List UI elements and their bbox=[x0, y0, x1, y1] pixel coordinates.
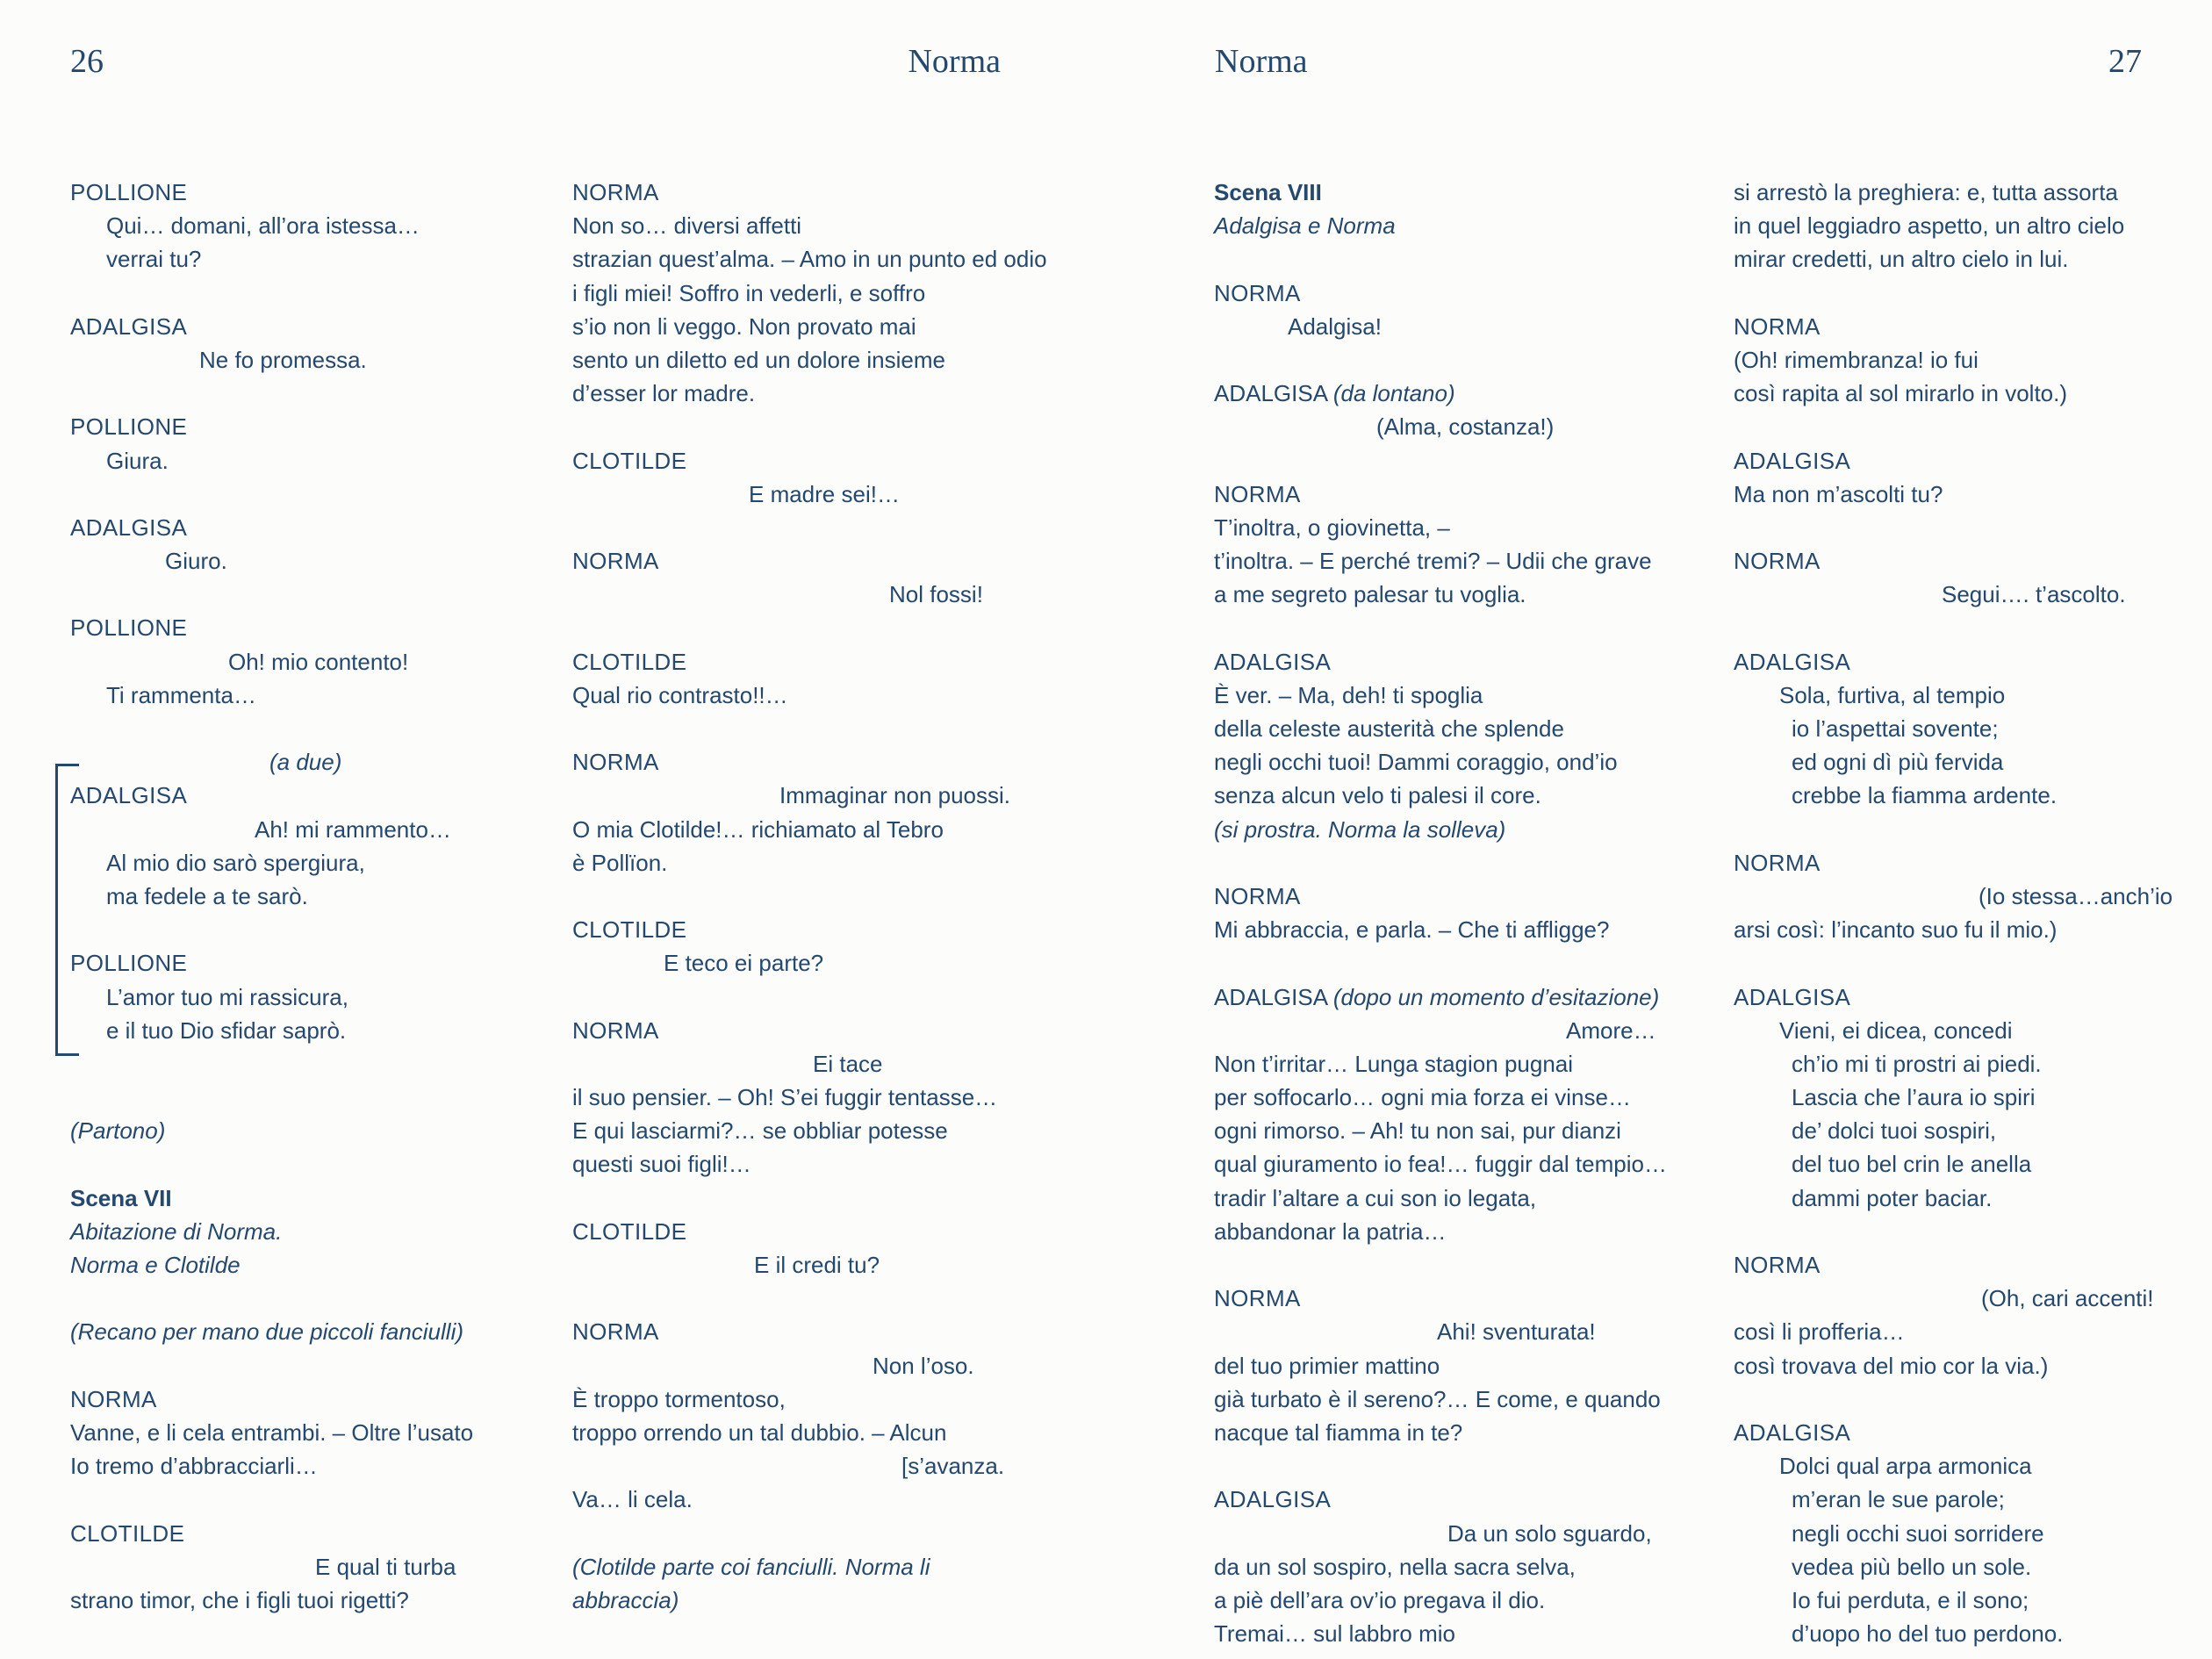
blank-line bbox=[70, 1282, 473, 1315]
running-title-left: Norma bbox=[908, 43, 1001, 80]
character-name: NORMA bbox=[70, 1385, 157, 1412]
blank-line bbox=[70, 1081, 473, 1114]
character-name: ADALGISA bbox=[1734, 447, 1851, 474]
dialogue-line: E qual ti turba bbox=[315, 1553, 456, 1580]
dialogue-line: Non so… diversi affetti bbox=[572, 212, 802, 240]
dialogue-line: L’amor tuo mi rassicura, bbox=[106, 983, 348, 1010]
character-name: NORMA bbox=[1734, 849, 1821, 876]
stage-direction: Norma e Clotilde bbox=[70, 1252, 241, 1278]
character-name: CLOTILDE bbox=[572, 1217, 687, 1245]
dialogue-line: così li profferia… bbox=[1734, 1318, 1905, 1346]
blank-line bbox=[70, 1483, 473, 1516]
dialogue-line: Amore… bbox=[1566, 1016, 1656, 1044]
dialogue-line: il suo pensier. – Oh! S’ei fuggir tentasse… bbox=[572, 1084, 998, 1111]
character-name: POLLIONE bbox=[70, 614, 188, 642]
character-name: CLOTILDE bbox=[70, 1519, 185, 1547]
running-title-right: Norma bbox=[1215, 43, 1308, 80]
stage-direction: (si prostra. Norma la solleva) bbox=[1214, 815, 1506, 843]
dialogue-line: Ei tace bbox=[813, 1050, 883, 1077]
dialogue-line: Giura. bbox=[106, 447, 169, 474]
blank-line bbox=[572, 410, 1047, 443]
dialogue-line: Ahi! sventurata! bbox=[1437, 1318, 1596, 1346]
blank-line bbox=[1734, 1215, 2172, 1248]
dialogue-line: a piè dell’ara ov’io pregava il dio. bbox=[1214, 1586, 1546, 1613]
dialogue-line: Va… li cela. bbox=[572, 1486, 693, 1513]
blank-line bbox=[1214, 444, 1667, 478]
character-name: ADALGISA bbox=[1214, 983, 1333, 1010]
dialogue-line: già turbato è il sereno?… E come, e quando bbox=[1214, 1385, 1661, 1412]
character-name: POLLIONE bbox=[70, 950, 188, 977]
dialogue-line: t’inoltra. – E perché tremi? – Udii che grave bbox=[1214, 548, 1652, 575]
blank-line bbox=[1214, 242, 1667, 276]
dialogue-line: È ver. – Ma, deh! ti spoglia bbox=[1214, 681, 1483, 708]
character-name: NORMA bbox=[572, 1318, 659, 1346]
dialogue-line: io l’aspettai sovente; bbox=[1792, 715, 1999, 742]
scene-heading: Scena VII bbox=[70, 1184, 172, 1211]
blank-line bbox=[572, 611, 1047, 644]
dialogue-line: Immaginar non puossi. bbox=[779, 782, 1011, 809]
dialogue-line: vedea più bello un sole. bbox=[1792, 1553, 2032, 1580]
dialogue-line: così trovava del mio cor la via.) bbox=[1734, 1352, 2049, 1379]
dialogue-line: si arrestò la preghiera: e, tutta assorta bbox=[1734, 179, 2118, 205]
blank-line bbox=[572, 880, 1047, 913]
blank-line bbox=[70, 913, 473, 946]
character-name: POLLIONE bbox=[70, 413, 188, 441]
dialogue-line: a me segreto palesar tu voglia. bbox=[1214, 581, 1526, 608]
dialogue-line: negli occhi tuoi! Dammi coraggio, ond’io bbox=[1214, 749, 1618, 776]
character-name: NORMA bbox=[1214, 1285, 1301, 1312]
character-name: ADALGISA bbox=[1734, 983, 1851, 1010]
dialogue-line: Oh! mio contento! bbox=[228, 648, 409, 675]
stage-direction: (Recano per mano due piccoli fanciulli) bbox=[70, 1318, 464, 1346]
character-name: ADALGISA bbox=[1214, 380, 1333, 407]
blank-line bbox=[1734, 276, 2172, 310]
stage-direction: Adalgisa e Norma bbox=[1214, 212, 1396, 240]
dialogue-line: tradir l’altare a cui son io legata, bbox=[1214, 1184, 1537, 1211]
character-name: ADALGISA bbox=[1214, 1486, 1332, 1513]
dialogue-line: Ne fo promessa. bbox=[199, 346, 367, 373]
dialogue-line: ed ogni dì più fervida bbox=[1792, 749, 2004, 776]
dialogue-line: abbandonar la patria… bbox=[1214, 1217, 1447, 1245]
blank-line bbox=[1214, 1248, 1667, 1282]
scene-heading: Scena VIII bbox=[1214, 179, 1322, 205]
dialogue-line: questi suoi figli!… bbox=[572, 1151, 751, 1178]
blank-line bbox=[70, 1147, 473, 1181]
dialogue-line: in quel leggiadro aspetto, un altro cielo bbox=[1734, 212, 2125, 240]
dialogue-line: E madre sei!… bbox=[749, 480, 900, 507]
blank-line bbox=[70, 1047, 473, 1081]
blank-line bbox=[1214, 1449, 1667, 1483]
dialogue-line: strano timor, che i figli tuoi rigetti? bbox=[70, 1586, 409, 1613]
dialogue-line: ogni rimorso. – Ah! tu non sai, pur dianzi bbox=[1214, 1117, 1621, 1145]
dialogue-line: Dolci qual arpa armonica bbox=[1779, 1453, 2032, 1480]
character-name: CLOTILDE bbox=[572, 447, 687, 474]
dialogue-line: Io tremo d’abbracciarli… bbox=[70, 1453, 318, 1480]
stage-direction: (Partono) bbox=[70, 1117, 166, 1145]
blank-line bbox=[70, 377, 473, 410]
dialogue-line: T’inoltra, o giovinetta, – bbox=[1214, 514, 1450, 541]
dialogue-line: Sola, furtiva, al tempio bbox=[1779, 681, 2006, 708]
dialogue-line: troppo orrendo un tal dubbio. – Alcun bbox=[572, 1418, 947, 1446]
blank-line bbox=[1734, 511, 2172, 544]
page-left-column-2 bbox=[572, 176, 1047, 1617]
dialogue-line: Qui… domani, all’ora istessa… bbox=[106, 212, 420, 240]
dialogue-line: senza alcun velo ti palesi il core. bbox=[1214, 782, 1541, 809]
page-right-column-1 bbox=[1214, 176, 1667, 1650]
dialogue-line: ch’io mi ti prostri ai piedi. bbox=[1792, 1050, 2042, 1077]
dialogue-line: È troppo tormentoso, bbox=[572, 1385, 786, 1412]
dialogue-line: m’eran le sue parole; bbox=[1792, 1486, 2005, 1513]
character-name: CLOTILDE bbox=[572, 916, 687, 944]
blank-line bbox=[1734, 611, 2172, 644]
blank-line bbox=[1734, 410, 2172, 443]
a-due-bracket bbox=[55, 764, 79, 1057]
blank-line bbox=[70, 276, 473, 310]
dialogue-line: E il credi tu? bbox=[754, 1252, 880, 1278]
dialogue-line: è Pollïon. bbox=[572, 849, 668, 876]
dialogue-line: Vieni, ei dicea, concedi bbox=[1779, 1016, 2013, 1044]
dialogue-line: nacque tal fiamma in te? bbox=[1214, 1418, 1463, 1446]
blank-line bbox=[70, 1349, 473, 1382]
inline-stage-direction: (da lontano) bbox=[1332, 380, 1455, 407]
dialogue-line: [s’avanza. bbox=[901, 1453, 1005, 1480]
character-name: POLLIONE bbox=[70, 179, 188, 205]
blank-line bbox=[70, 712, 473, 745]
character-name: NORMA bbox=[1734, 312, 1821, 340]
dialogue-line: così rapita al sol mirarlo in volto.) bbox=[1734, 380, 2068, 407]
dialogue-line: (Io stessa…anch’io bbox=[1979, 882, 2173, 909]
stage-direction: (a due) bbox=[269, 749, 342, 776]
dialogue-line: negli occhi suoi sorridere bbox=[1792, 1519, 2044, 1547]
blank-line bbox=[1734, 813, 2172, 846]
dialogue-line: Lascia che l’aura io spiri bbox=[1792, 1084, 2036, 1111]
stage-direction: (Clotilde parte coi fanciulli. Norma li bbox=[572, 1553, 930, 1580]
dialogue-line: (Oh! rimembranza! io fui bbox=[1734, 346, 1979, 373]
dialogue-line: (Oh, cari accenti! bbox=[1981, 1285, 2154, 1312]
blank-line bbox=[1734, 1382, 2172, 1416]
dialogue-line: Mi abbraccia, e parla. – Che ti affligge? bbox=[1214, 916, 1610, 944]
dialogue-line: Al mio dio sarò spergiura, bbox=[106, 849, 365, 876]
dialogue-line: E teco ei parte? bbox=[664, 950, 824, 977]
dialogue-line: Vanne, e li cela entrambi. – Oltre l’usato bbox=[70, 1418, 474, 1446]
dialogue-line: della celeste austerità che splende bbox=[1214, 715, 1564, 742]
dialogue-line: arsi così: l’incanto suo fu il mio.) bbox=[1734, 916, 2058, 944]
stage-direction: abbraccia) bbox=[572, 1586, 679, 1613]
dialogue-line: (Alma, costanza!) bbox=[1376, 413, 1555, 441]
blank-line bbox=[572, 1181, 1047, 1215]
dialogue-line: Da un solo sguardo, bbox=[1447, 1519, 1652, 1547]
dialogue-line: de’ dolci tuoi sospiri, bbox=[1792, 1117, 1997, 1145]
blank-line bbox=[572, 511, 1047, 544]
blank-line bbox=[1214, 946, 1667, 980]
character-name: ADALGISA bbox=[70, 312, 188, 340]
blank-line bbox=[572, 712, 1047, 745]
dialogue-line: verrai tu? bbox=[106, 246, 202, 273]
character-name: NORMA bbox=[572, 548, 659, 575]
dialogue-line: Ti rammenta… bbox=[106, 681, 256, 708]
dialogue-line: Non l’oso. bbox=[873, 1352, 974, 1379]
dialogue-line: qual giuramento io fea!… fuggir dal tempio… bbox=[1214, 1151, 1667, 1178]
character-name: NORMA bbox=[572, 749, 659, 776]
character-name: NORMA bbox=[1214, 279, 1301, 306]
blank-line bbox=[572, 1282, 1047, 1315]
blank-line bbox=[1214, 343, 1667, 377]
dialogue-line: Giuro. bbox=[165, 548, 227, 575]
character-name: ADALGISA bbox=[70, 514, 188, 541]
blank-line bbox=[572, 1517, 1047, 1550]
character-name: NORMA bbox=[572, 1016, 659, 1044]
dialogue-line: del tuo bel crin le anella bbox=[1792, 1151, 2032, 1178]
character-name: NORMA bbox=[1214, 480, 1301, 507]
dialogue-line: per soffocarlo… ogni mia forza ei vinse… bbox=[1214, 1084, 1631, 1111]
character-name: NORMA bbox=[1734, 548, 1821, 575]
dialogue-line: s’io non li veggo. Non provato mai bbox=[572, 312, 916, 340]
character-name-with-direction bbox=[1214, 377, 1667, 410]
dialogue-line: i figli miei! Soffro in vederli, e soffro bbox=[572, 279, 926, 306]
character-name: ADALGISA bbox=[1214, 648, 1332, 675]
blank-line bbox=[572, 980, 1047, 1014]
dialogue-line: Non t’irritar… Lunga stagion pugnai bbox=[1214, 1050, 1574, 1077]
dialogue-line: Ma non m’ascolti tu? bbox=[1734, 480, 1943, 507]
dialogue-line: Tremai… sul labbro mio bbox=[1214, 1620, 1456, 1648]
character-name: NORMA bbox=[1214, 882, 1301, 909]
blank-line bbox=[1214, 611, 1667, 644]
dialogue-line: Adalgisa! bbox=[1288, 312, 1382, 340]
dialogue-line: d’uopo ho del tuo perdono. bbox=[1792, 1620, 2064, 1648]
dialogue-line: del tuo primier mattino bbox=[1214, 1352, 1440, 1379]
blank-line bbox=[70, 478, 473, 511]
dialogue-line: mirar credetti, un altro cielo in lui. bbox=[1734, 246, 2069, 273]
character-name: ADALGISA bbox=[1734, 1418, 1851, 1446]
character-name: CLOTILDE bbox=[572, 648, 687, 675]
character-name: ADALGISA bbox=[1734, 648, 1851, 675]
dialogue-line: O mia Clotilde!… richiamato al Tebro bbox=[572, 815, 944, 843]
dialogue-line: sento un diletto ed un dolore insieme bbox=[572, 346, 945, 373]
dialogue-line: strazian quest’alma. – Amo in un punto ed odio bbox=[572, 246, 1047, 273]
dialogue-line: dammi poter baciar. bbox=[1792, 1184, 1993, 1211]
character-name: ADALGISA bbox=[70, 782, 188, 809]
character-name: NORMA bbox=[1734, 1252, 1821, 1278]
character-name-with-direction bbox=[1214, 980, 1667, 1014]
dialogue-line: E qui lasciarmi?… se obbliar potesse bbox=[572, 1117, 948, 1145]
dialogue-line: da un sol sospiro, nella sacra selva, bbox=[1214, 1553, 1576, 1580]
dialogue-line: d’esser lor madre. bbox=[572, 380, 756, 407]
page-number-left: 26 bbox=[70, 43, 104, 80]
dialogue-line: Io fui perduta, e il sono; bbox=[1792, 1586, 2029, 1613]
page-left-column-1 bbox=[70, 176, 473, 1617]
page-number-right: 27 bbox=[2108, 43, 2142, 80]
blank-line bbox=[70, 578, 473, 611]
dialogue-line: crebbe la fiamma ardente. bbox=[1792, 782, 2058, 809]
character-name: NORMA bbox=[572, 179, 659, 205]
dialogue-line: ma fedele a te sarò. bbox=[106, 882, 308, 909]
dialogue-line: Nol fossi! bbox=[889, 581, 983, 608]
dialogue-line: Ah! mi rammento… bbox=[255, 815, 451, 843]
dialogue-line: Segui…. t’ascolto. bbox=[1942, 581, 2126, 608]
blank-line bbox=[1734, 946, 2172, 980]
stage-direction: Abitazione di Norma. bbox=[70, 1217, 283, 1245]
page-right-column-2 bbox=[1734, 176, 2172, 1650]
blank-line bbox=[1214, 846, 1667, 880]
dialogue-line: Qual rio contrasto!!… bbox=[572, 681, 788, 708]
dialogue-line: e il tuo Dio sfidar saprò. bbox=[106, 1016, 347, 1044]
inline-stage-direction: (dopo un momento d’esitazione) bbox=[1332, 983, 1660, 1010]
